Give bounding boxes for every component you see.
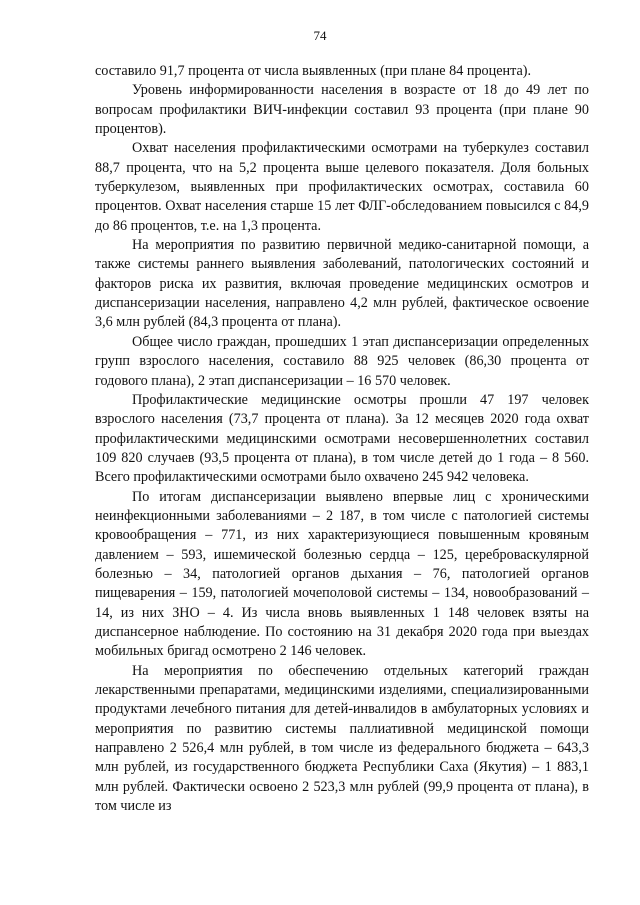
paragraph-primary-care: На мероприятия по развитию первичной медико-санитарной помощи, а также системы раннего выявления заболеваний, патологических состояний и факторов риска их развития, включая проведение медицинских осмотров и диспансеризации населения, направлено 4,2 млн рублей, фактическое освоение 3,6 млн рублей (84,3 процента от плана). (95, 237, 589, 331)
page-number: 74 (313, 28, 327, 43)
document-body (95, 62, 589, 816)
paragraph-dispensary-stages: Общее число граждан, прошедших 1 этап диспансеризации определенных групп взрослого населения, составило 88 925 человек (86,30 процента от годового плана), 2 этап диспансеризации – 16 570 человек. (95, 333, 589, 389)
paragraph-preventive-exams: Профилактические медицинские осмотры прошли 47 197 человек взрослого населения (73,7 процента от плана). За 12 месяцев 2020 года охват профилактическими медицинскими осмотрами несовершеннолетних составил 109 820 случаев (93,5 процента от плана), в том числе детей до 1 года – 8 560. Всего профилактическими осмотрами было охвачено 245 942 человека. (95, 391, 589, 486)
paragraph-medicines-funding: На мероприятия по обеспечению отдельных категорий граждан лекарственными препаратами, медицинскими изделиями, специализированными продуктами лечебного питания для детей-инвалидов в амбулаторных условиях и мероприятия по развитию системы паллиативной медицинской помощи направлено 2 526,4 млн рублей, в том числе из федерального бюджета – 643,3 млн рублей, из государственного бюджета Республики Саха (Якутия) – 1 883,1 млн рублей. Фактически освоено 2 523,3 млн рублей (99,9 процента от плана), в том числе из (95, 662, 589, 815)
paragraph-hiv-awareness: Уровень информированности населения в возрасте от 18 до 49 лет по вопросам профилактики ВИЧ-инфекции составил 93 процента (при плане 90 процентов). (95, 82, 589, 138)
paragraph-dispensary-results: По итогам диспансеризации выявлено впервые лиц с хроническими неинфекционными заболеваниями – 2 187, в том числе с патологией системы кровообращения – 771, из них характеризующиеся повышенным кровяным давлением – 593, ишемической болезнью сердца – 125, цереброваскулярной болезнью – 34, патологией органов дыхания – 76, патологией органов пищеварения – 159, патологией мочеполовой системы – 134, новообразований – 14, из них ЗНО – 4. Из числа вновь выявленных 1 148 человек взяты на диспансерное наблюдение. По состоянию на 31 декабря 2020 года при выездах мобильных бригад осмотрено 2 146 человек. (95, 488, 589, 660)
paragraph-continuation: составило 91,7 процента от числа выявленных (при плане 84 процента). (95, 63, 532, 79)
paragraph-tuberculosis: Охват населения профилактическими осмотрами на туберкулез составил 88,7 процента, что на 5,2 процента выше целевого показателя. Доля больных туберкулезом, выявленных при профилактических осмотрах, составила 60 процентов. Охват населения старше 15 лет ФЛГ-обследованием повысился с 84,9 до 86 процентов, т.е. на 1,3 процента. (95, 140, 589, 234)
